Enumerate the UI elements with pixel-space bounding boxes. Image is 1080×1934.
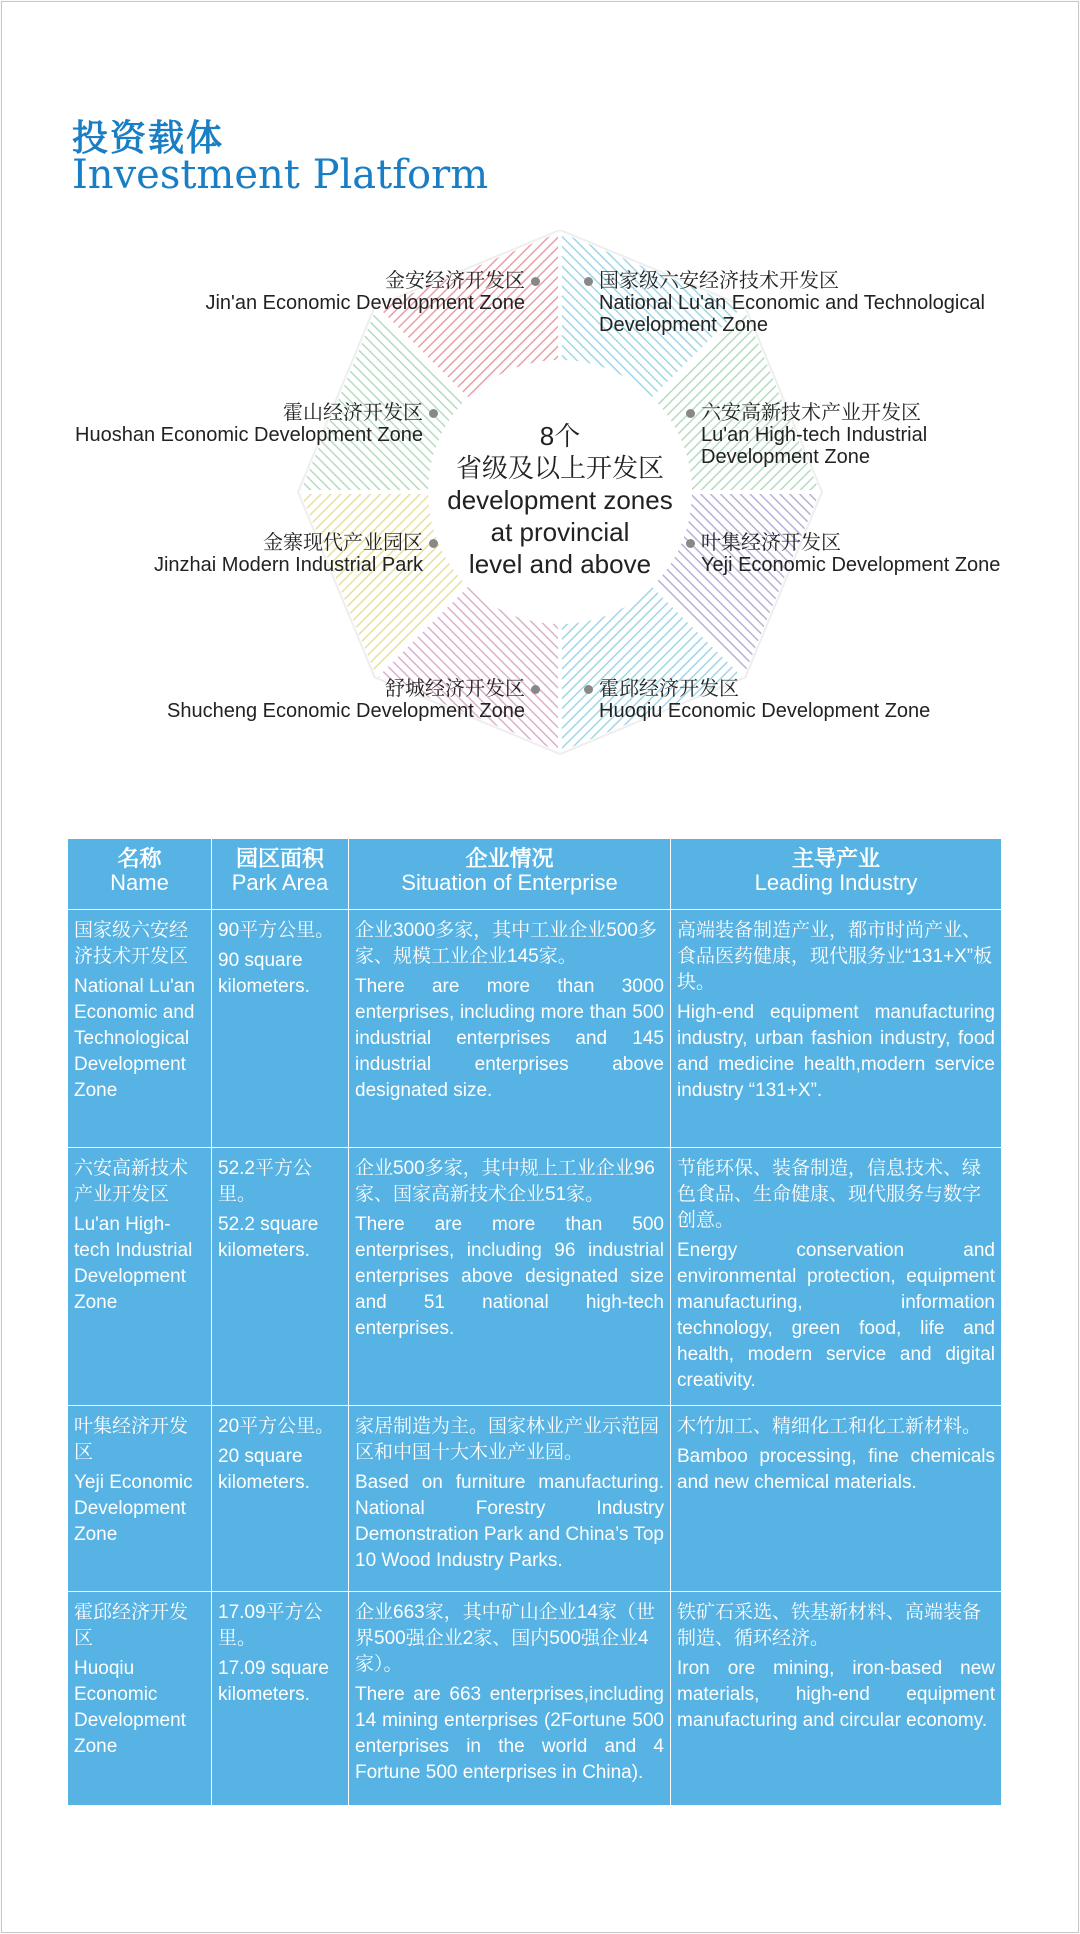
cell-industry: 节能环保、装备制造，信息技术、绿色食品、生命健康、现代服务与数字创意。 Energy conservation and environmental protection, equipment manufacturing, information technology, green food, life and health, modern service and digital creativity. <box>671 1148 1002 1406</box>
cell-area: 20平方公里。 20 square kilometers. <box>212 1406 349 1592</box>
cell-area: 17.09平方公里。 17.09 square kilometers. <box>212 1592 349 1806</box>
zone-label-jinan-en: Jin'an Economic Development Zone <box>205 292 525 314</box>
cell-name: 六安高新技术产业开发区 Lu'an High-tech Industrial Development Zone <box>68 1148 212 1406</box>
center-line-2: 省级及以上开发区 <box>455 453 664 483</box>
center-line-3: development zones <box>447 485 673 515</box>
diagram-center-text <box>410 420 710 580</box>
bullet-dot-icon <box>531 277 540 286</box>
center-line-1: 8个 <box>539 421 581 451</box>
zone-label-luan-hightech-cn: 六安高新技术产业开发区 <box>701 402 921 424</box>
table-row <box>68 1406 1002 1592</box>
cell-enterprise: 企业663家，其中矿山企业14家（世界500强企业2家、国内500强企业4家）。 There are 663 enterprises,including 14 mining enterprises (2Fortune 500 enterprises in the world and 4 Fortune 500 enterprises in China). <box>349 1592 671 1806</box>
zone-label-luan-national-en-2: Development Zone <box>599 314 768 336</box>
zone-label-luan-hightech-en-2: Development Zone <box>701 446 870 468</box>
cell-name: 霍邱经济开发区 Huoqiu Economic Development Zone <box>68 1592 212 1806</box>
cell-industry: 铁矿石采选、铁基新材料、高端装备制造、循环经济。 Iron ore mining, iron-based new materials, high-end equipment manufacturing and circular economy. <box>671 1592 1002 1806</box>
zones-table <box>67 838 1002 1806</box>
header-enterprise: 企业情况 Situation of Enterprise <box>349 839 671 910</box>
cell-industry: 木竹加工、精细化工和化工新材料。 Bamboo processing, fine chemicals and new chemical materials. <box>671 1406 1002 1592</box>
zone-label-huoqiu <box>584 678 930 722</box>
zone-label-luan-national <box>584 270 985 336</box>
page-title-cn: 投资载体 <box>72 117 225 159</box>
cell-enterprise: 企业500多家，其中规上工业企业96家、国家高新技术企业51家。 There are more than 500 enterprises, including 96 industrial enterprises above designated size and 51 national high-tech enterprises. <box>349 1148 671 1406</box>
bullet-dot-icon <box>584 277 593 286</box>
zone-label-yeji <box>686 532 1000 576</box>
table-row <box>68 1148 1002 1406</box>
zone-label-huoshan-cn: 霍山经济开发区 <box>283 402 423 424</box>
zone-label-luan-national-cn: 国家级六安经济技术开发区 <box>599 270 839 292</box>
header-name: 名称 Name <box>68 839 212 910</box>
zone-label-shucheng-cn: 舒城经济开发区 <box>385 678 525 700</box>
table-row <box>68 910 1002 1148</box>
zone-label-yeji-en: Yeji Economic Development Zone <box>701 554 1001 576</box>
zone-label-luan-hightech-en-1: Lu'an High-tech Industrial <box>701 424 928 446</box>
header-park-area: 园区面积 Park Area <box>212 839 349 910</box>
zone-label-huoshan-en: Huoshan Economic Development Zone <box>75 424 423 446</box>
zone-label-luan-hightech <box>686 402 927 468</box>
zone-label-jinan-cn: 金安经济开发区 <box>385 270 525 292</box>
zone-label-shucheng-en: Shucheng Economic Development Zone <box>167 700 525 722</box>
cell-enterprise: 企业3000多家，其中工业企业500多家、规模工业企业145家。 There are more than 3000 enterprises, including more than 500 industrial enterprises and 145 industrial enterprises above designated size. <box>349 910 671 1148</box>
cell-area: 52.2平方公里。 52.2 square kilometers. <box>212 1148 349 1406</box>
bullet-dot-icon <box>429 539 438 548</box>
cell-name: 国家级六安经济技术开发区 National Lu'an Economic and Technological Development Zone <box>68 910 212 1148</box>
page-title-en: Investment Platform <box>72 152 489 198</box>
header-industry: 主导产业 Leading Industry <box>671 839 1002 910</box>
bullet-dot-icon <box>686 539 695 548</box>
zone-label-jinzhai <box>154 532 438 576</box>
cell-industry: 高端装备制造产业，都市时尚产业、食品医药健康，现代服务业“131+X”板块。 High-end equipment manufacturing industry, urban fashion industry, food and medicine health,modern service industry “131+X”. <box>671 910 1002 1148</box>
zones-table-container <box>67 838 1001 1805</box>
zone-label-shucheng <box>167 678 540 722</box>
cell-enterprise: 家居制造为主。国家林业产业示范园区和中国十大木业产业园。 Based on furniture manufacturing. National Forestry Industry Demonstration Park and China’s Top 10 Wood Industry Parks. <box>349 1406 671 1592</box>
zone-label-huoqiu-cn: 霍邱经济开发区 <box>599 678 739 700</box>
bullet-dot-icon <box>584 685 593 694</box>
cell-area: 90平方公里。 90 square kilometers. <box>212 910 349 1148</box>
bullet-dot-icon <box>686 409 695 418</box>
zone-label-yeji-cn: 叶集经济开发区 <box>701 532 841 554</box>
center-line-4: at provincial <box>490 517 630 547</box>
cell-name: 叶集经济开发区 Yeji Economic Development Zone <box>68 1406 212 1592</box>
zone-label-huoqiu-en: Huoqiu Economic Development Zone <box>599 700 931 722</box>
center-line-5: level and above <box>468 549 652 579</box>
zone-label-jinan <box>205 270 540 314</box>
zone-label-luan-national-en-1: National Lu'an Economic and Technological <box>599 292 985 314</box>
table-header-row <box>68 839 1002 910</box>
bullet-dot-icon <box>429 409 438 418</box>
bullet-dot-icon <box>531 685 540 694</box>
zone-label-jinzhai-en: Jinzhai Modern Industrial Park <box>153 554 423 576</box>
zone-label-jinzhai-cn: 金寨现代产业园区 <box>263 532 423 554</box>
table-row <box>68 1592 1002 1806</box>
zone-label-huoshan <box>75 402 438 446</box>
